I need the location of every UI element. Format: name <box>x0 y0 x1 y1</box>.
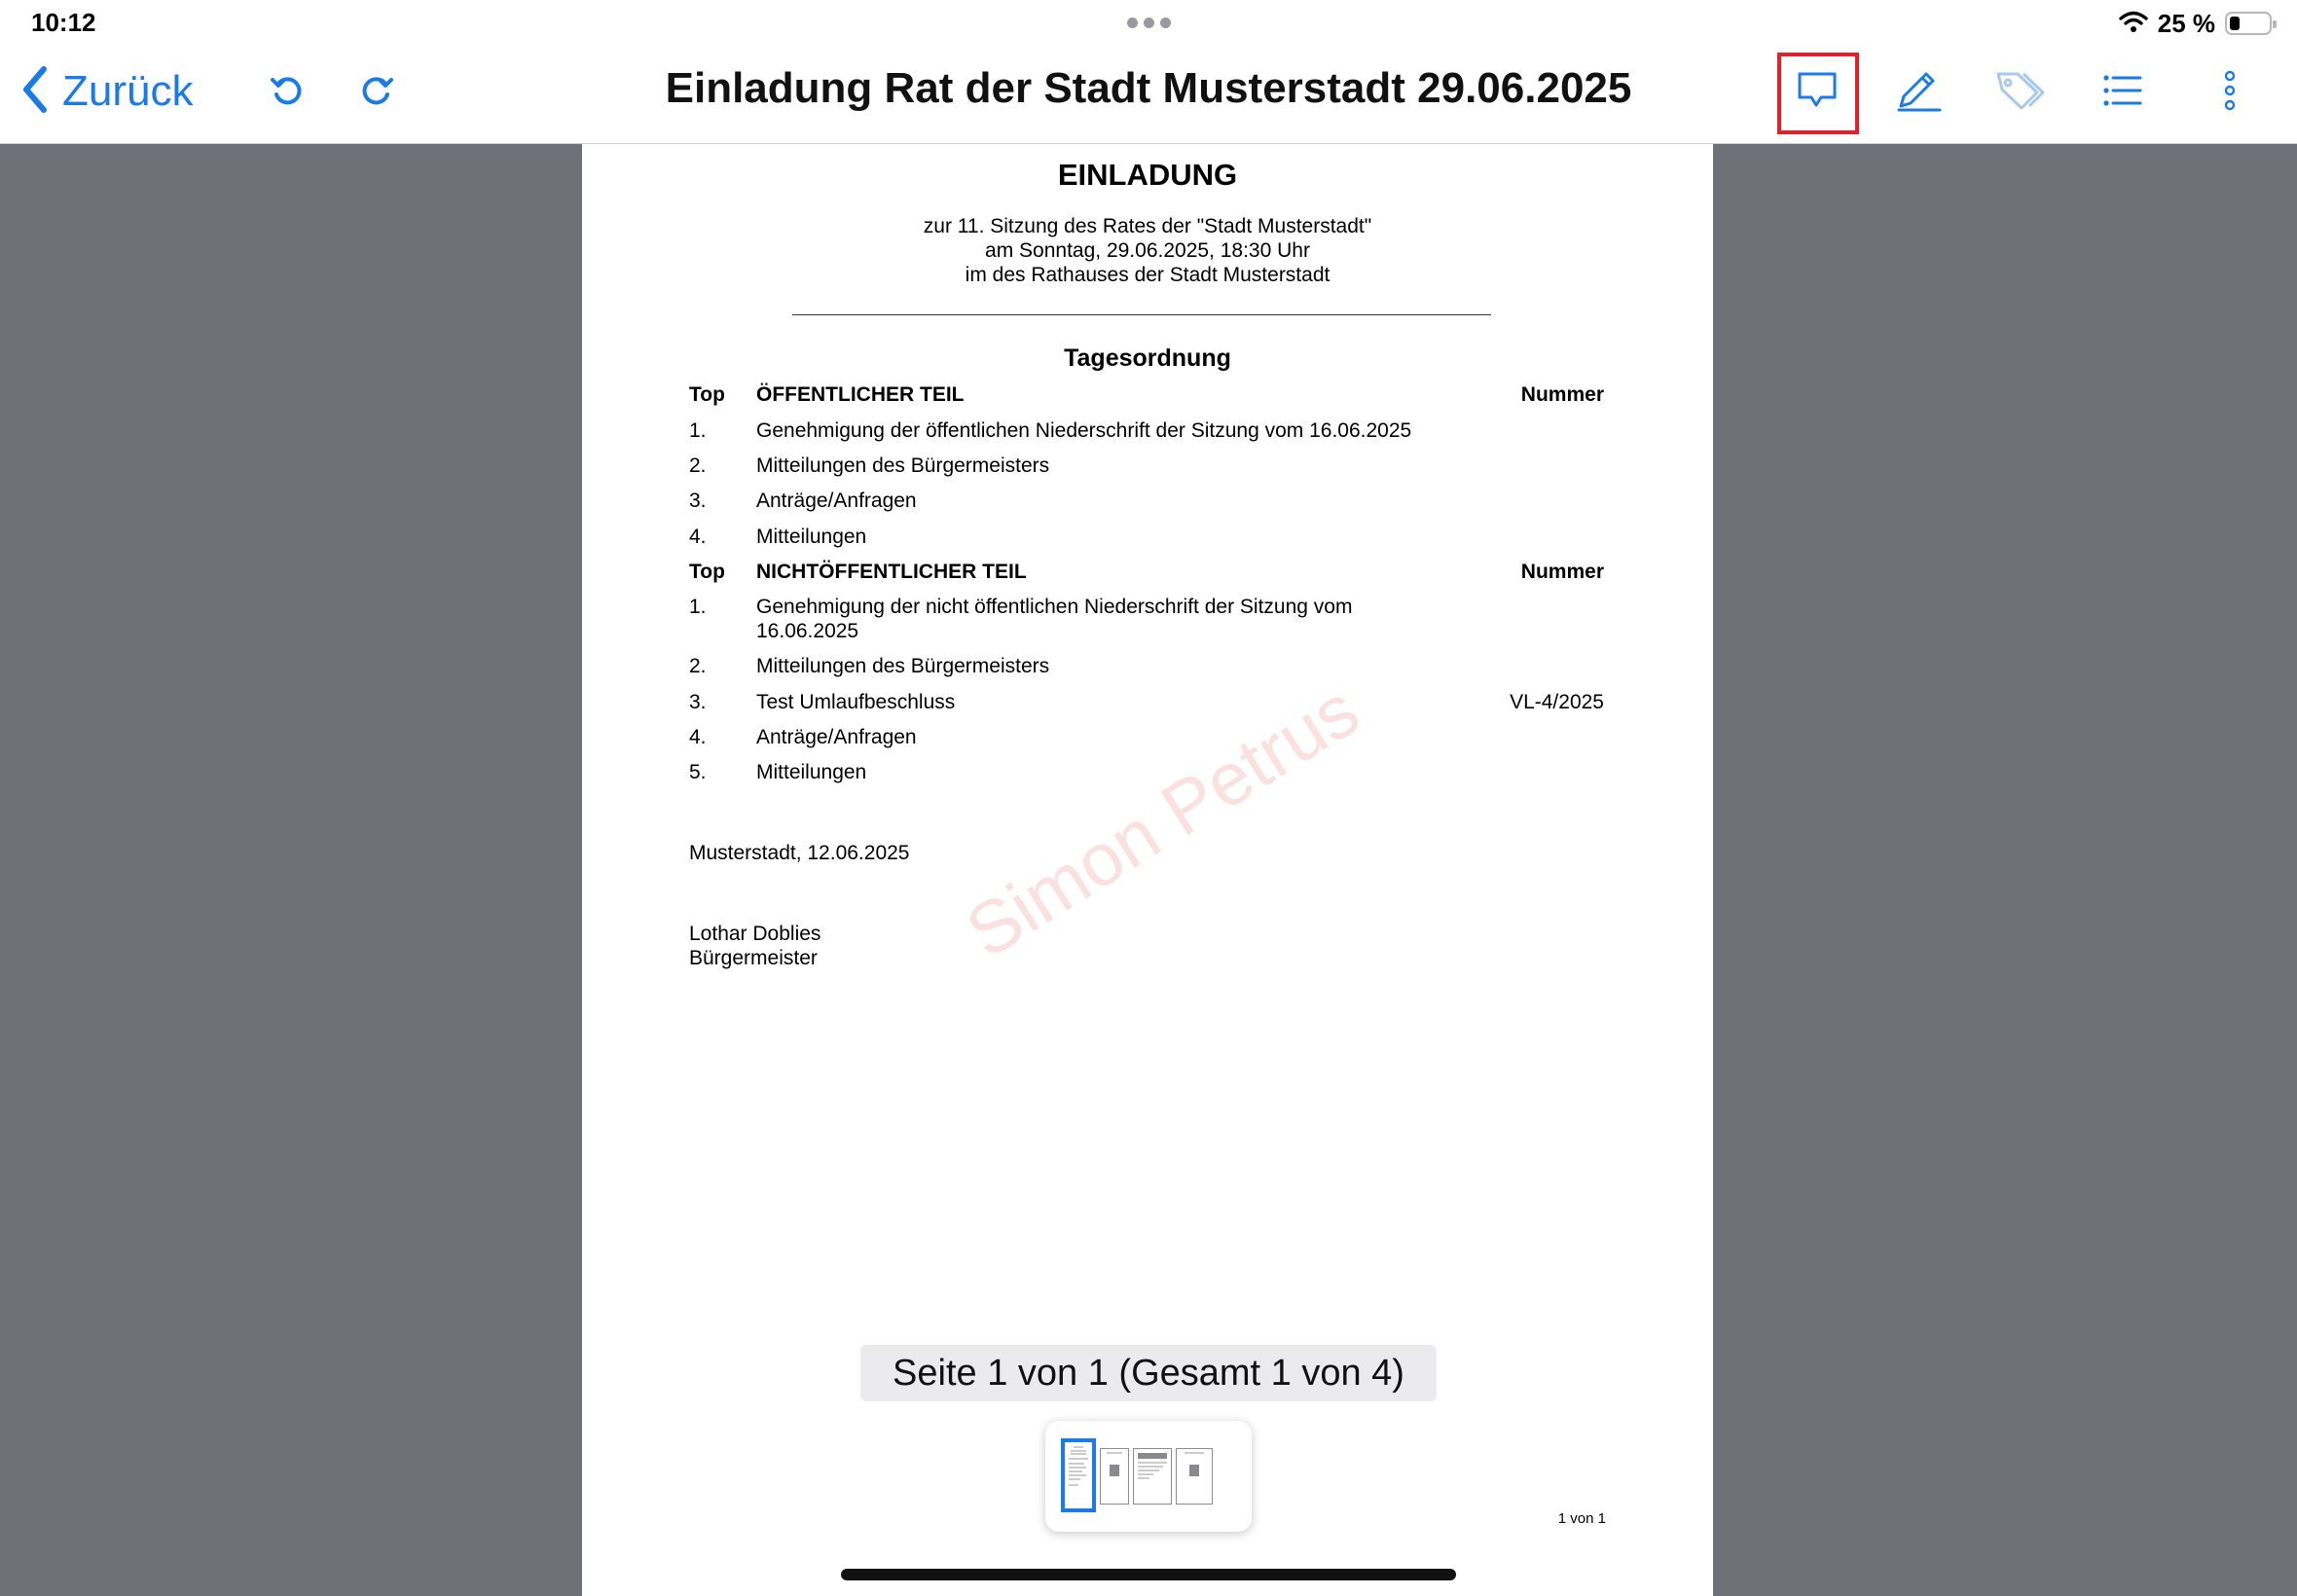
agenda-item-number: 1. <box>689 596 707 618</box>
list-icon <box>2103 74 2142 112</box>
agenda-item-number: 3. <box>689 490 707 512</box>
undo-button[interactable] <box>253 58 321 127</box>
status-bar <box>0 0 2297 45</box>
agenda-item-number: 1. <box>689 419 707 442</box>
col-top-label: Top <box>689 383 725 406</box>
signer-name: Lothar Doblies <box>689 923 821 945</box>
navigation-bar <box>0 45 2297 144</box>
agenda-item-number: 5. <box>689 761 707 783</box>
agenda-item-text: Anträge/Anfragen <box>756 726 917 748</box>
agenda-item-text: Genehmigung der öffentlichen Niederschrift der Sitzung vom 16.06.2025 <box>756 419 1412 442</box>
divider <box>792 314 1491 315</box>
status-time: 10:12 <box>31 8 96 37</box>
multitasking-dots-icon[interactable] <box>1127 18 1172 29</box>
document-subtitle <box>582 214 1713 287</box>
subtitle-line: am Sonntag, 29.06.2025, 18:30 Uhr <box>985 239 1310 262</box>
agenda-heading: Tagesordnung <box>1064 345 1231 372</box>
watermark: Simon Petrus <box>952 669 1373 974</box>
tag-button[interactable] <box>1986 58 2054 127</box>
agenda-item-text <box>756 595 1457 643</box>
more-vertical-icon <box>2222 70 2238 116</box>
place-date: Musterstadt, 12.06.2025 <box>689 842 910 864</box>
agenda-item-text: Test Umlaufbeschluss <box>756 691 956 713</box>
thumbnail-page-3[interactable] <box>1133 1448 1172 1505</box>
col-number-label: Nummer <box>1520 383 1604 406</box>
undo-icon <box>270 73 305 113</box>
redo-icon <box>359 73 394 113</box>
agenda-item-text: Mitteilungen des Bürgermeisters <box>756 655 1050 677</box>
subtitle-line: im des Rathauses der Stadt Musterstadt <box>965 264 1331 286</box>
thumbnail-strip[interactable] <box>1045 1421 1252 1532</box>
section-title: ÖFFENTLICHER TEIL <box>756 383 965 406</box>
document-title: Einladung Rat der Stadt Musterstadt 29.06.2025 <box>665 64 1632 112</box>
agenda-item-number: 4. <box>689 526 707 548</box>
battery-percentage: 25 % <box>2157 8 2215 38</box>
agenda-item-number: 3. <box>689 691 707 713</box>
chevron-left-icon <box>21 65 49 119</box>
subtitle-line: zur 11. Sitzung des Rates der "Stadt Musterstadt" <box>923 215 1372 237</box>
battery-icon <box>2225 12 2272 35</box>
comment-button-highlight <box>1777 53 1859 134</box>
section-title: NICHTÖFFENTLICHER TEIL <box>756 561 1027 583</box>
redo-button[interactable] <box>343 58 411 127</box>
agenda-item-text-line: 16.06.2025 <box>756 620 859 642</box>
agenda-item-text: Mitteilungen <box>756 761 867 783</box>
document-heading: EINLADUNG <box>1057 158 1238 192</box>
wifi-icon <box>2119 10 2148 38</box>
annotate-button[interactable] <box>1884 58 1952 127</box>
outline-list-button[interactable] <box>2089 58 2157 127</box>
col-top-label: Top <box>689 561 725 583</box>
agenda-item-text: Mitteilungen des Bürgermeisters <box>756 454 1050 477</box>
page-indicator: Seite 1 von 1 (Gesamt 1 von 4) <box>860 1345 1437 1401</box>
home-indicator[interactable] <box>841 1569 1456 1580</box>
agenda-item-text-line: Genehmigung der nicht öffentlichen Niederschrift der Sitzung vom <box>756 596 1353 618</box>
thumbnail-page-1[interactable] <box>1061 1438 1096 1512</box>
agenda-item-number: 2. <box>689 454 707 477</box>
agenda-item-number: 4. <box>689 726 707 748</box>
tag-icon <box>1994 69 2045 117</box>
thumbnail-page-2[interactable] <box>1100 1448 1129 1505</box>
agenda-item-reference: VL-4/2025 <box>1510 691 1604 713</box>
more-button[interactable] <box>2196 58 2264 127</box>
thumbnail-page-4[interactable] <box>1176 1448 1213 1505</box>
back-button[interactable] <box>21 64 193 119</box>
page-footer: 1 von 1 <box>1557 1510 1606 1527</box>
agenda-item-number: 2. <box>689 655 707 677</box>
pencil-icon <box>1895 69 1942 117</box>
signer-role: Bürgermeister <box>689 947 818 969</box>
back-label: Zurück <box>62 67 194 115</box>
agenda-item-text: Mitteilungen <box>756 526 867 548</box>
agenda-item-text: Anträge/Anfragen <box>756 490 917 512</box>
col-number-label: Nummer <box>1520 561 1604 583</box>
